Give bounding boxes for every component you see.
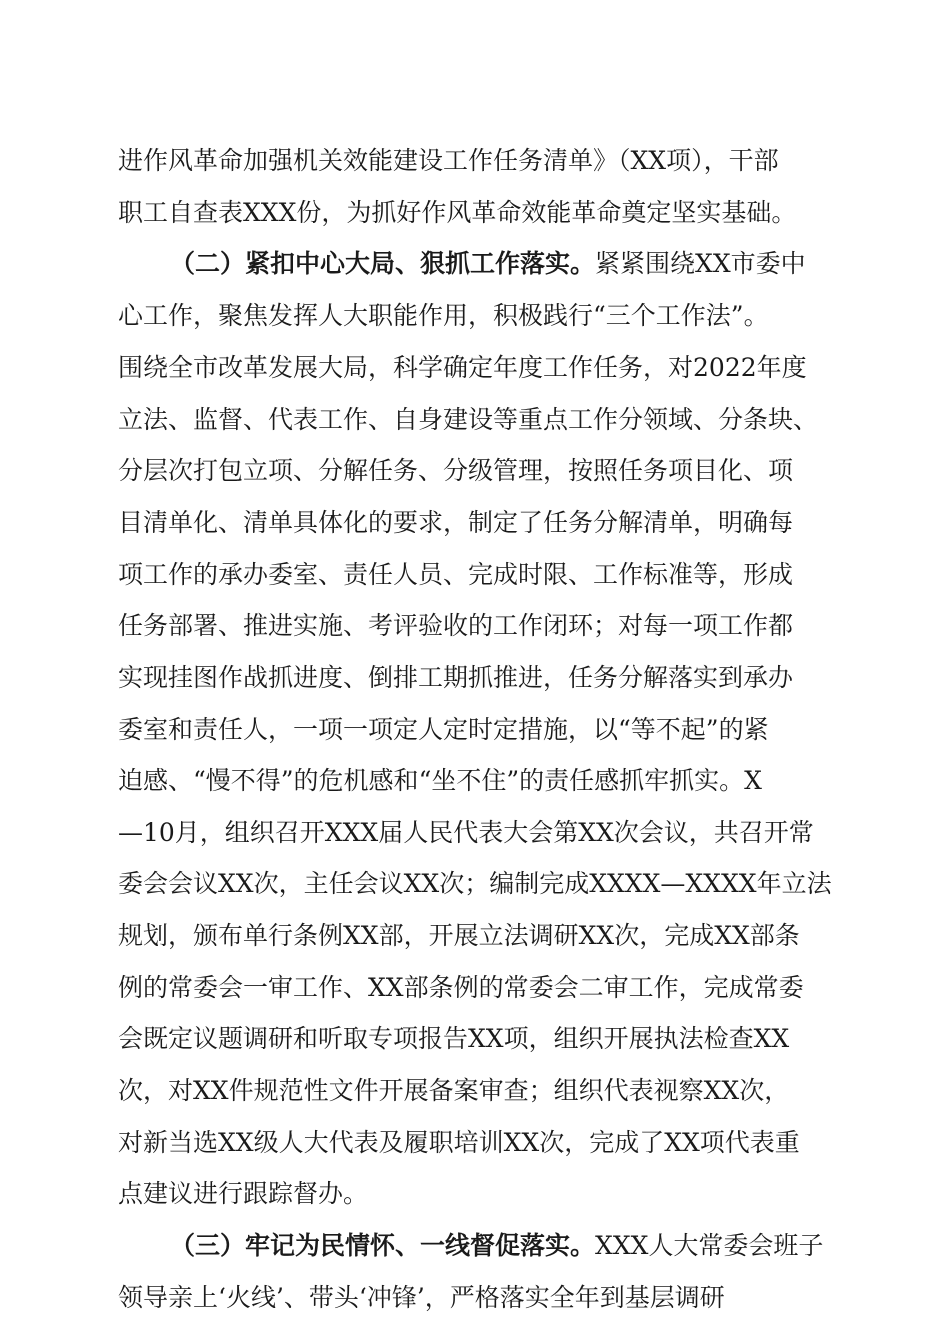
paragraph-2-line-11: 迫感、“慢不得”的危机感和“坐不住”的责任感抓牢抓实。X xyxy=(118,766,762,795)
paragraph-2-line-1-rest: 紧紧围绕XX市委中 xyxy=(595,249,806,278)
paragraph-2-line-10: 委室和责任人，一项一项定人定时定措施，以“等不起”的紧 xyxy=(118,715,769,744)
section-heading-3: （三）牢记为民情怀、一线督促落实。 xyxy=(170,1231,596,1260)
paragraph-2-line-19: 点建议进行跟踪督办。 xyxy=(118,1179,369,1208)
paragraph-2-line-16: 会既定议题调研和听取专项报告XX项，组织开展执法检查XX xyxy=(118,1024,790,1053)
paragraph-2-line-2: 心工作，聚焦发挥人大职能作用，积极践行“三个工作法”。 xyxy=(118,301,769,330)
paragraph-2-line-1 xyxy=(170,244,838,284)
paragraph-2-line-4: 立法、监督、代表工作、自身建设等重点工作分领域、分条块、 xyxy=(118,405,819,434)
paragraph-2-line-8: 任务部署、推进实施、考评验收的工作闭环；对每一项工作都 xyxy=(118,611,794,640)
paragraph-3-line-2: 领导亲上‘火线’、带头‘冲锋’，严格落实全年到基层调研 xyxy=(118,1283,725,1312)
paragraph-2-line-14: 规划，颁布单行条例XX部，开展立法调研XX次，完成XX部条 xyxy=(118,921,800,950)
section-heading-2: （二）紧扣中心大局、狠抓工作落实。 xyxy=(170,249,596,278)
paragraph-1-line-2: 职工自查表XXX份，为抓好作风革命效能革命奠定坚实基础。 xyxy=(118,198,797,227)
paragraph-2-line-5: 分层次打包立项、分解任务、分级管理，按照任务项目化、项 xyxy=(118,456,794,485)
paragraph-1-line-1: 进作风革命加强机关效能建设工作任务清单》（XX项），干部 xyxy=(118,146,779,175)
paragraph-2-line-18: 对新当选XX级人大代表及履职培训XX次，完成了XX项代表重 xyxy=(118,1128,800,1157)
paragraph-2-line-3: 围绕全市改革发展大局，科学确定年度工作任务，对2022年度 xyxy=(118,353,807,382)
paragraph-2-line-17: 次，对XX件规范性文件开展备案审查；组织代表视察XX次， xyxy=(118,1076,790,1105)
paragraph-2-line-15: 例的常委会一审工作、XX部条例的常委会二审工作，完成常委 xyxy=(118,973,804,1002)
paragraph-3-line-1-rest: XXX人大常委会班子 xyxy=(595,1231,824,1260)
paragraph-2-line-9: 实现挂图作战抓进度、倒排工期抓推进，任务分解落实到承办 xyxy=(118,663,794,692)
paragraph-2-line-6: 目清单化、清单具体化的要求，制定了任务分解清单，明确每 xyxy=(118,508,794,537)
paragraph-2-line-12: —10月，组织召开XXX届人民代表大会第XX次会议，共召开常 xyxy=(118,818,814,847)
paragraph-2-line-13: 委会会议XX次，主任会议XX次；编制完成XXXX—XXXX年立法 xyxy=(118,869,832,898)
paragraph-2-line-7: 项工作的承办委室、责任人员、完成时限、工作标准等，形成 xyxy=(118,560,794,589)
